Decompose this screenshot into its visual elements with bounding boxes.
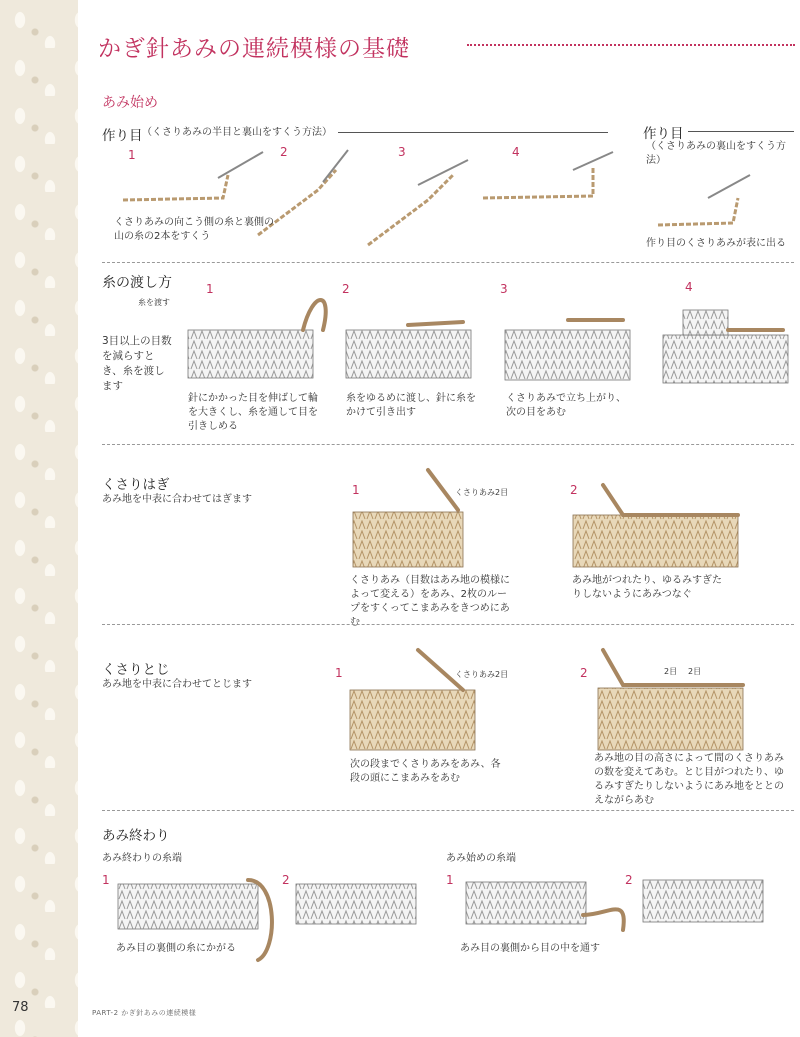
lace-border-decoration <box>0 0 78 1037</box>
foundation-illustration-4 <box>483 152 613 198</box>
chain-join-label: くさりあみ2目 <box>455 488 509 497</box>
foundation2-title: 作り目 <box>643 126 684 142</box>
carry-caption-3: くさりあみで立ち上がり、次の目をあむ <box>506 393 626 418</box>
footer-text: PART-2 かぎ針あみの連続模様 <box>92 1009 197 1017</box>
page-number: 78 <box>12 1000 29 1015</box>
carry-caption-1: 針にかかった目を伸ばして輪を大きくし、糸を通して目を引きしめる <box>188 393 318 432</box>
chain-bind-step-2: 2 <box>580 666 588 680</box>
chain-join-step-1: 1 <box>352 483 360 497</box>
carry-fabric-2 <box>346 330 471 378</box>
chain-bind-label-1: くさりあみ2目 <box>455 670 509 679</box>
end-tail-title: あみ終わりの糸端 <box>102 853 182 864</box>
end-tail-fabric-2 <box>296 884 416 924</box>
carry-step-3: 3 <box>500 282 508 296</box>
section-divider <box>102 624 794 625</box>
end-tail-fabric-1 <box>118 884 258 929</box>
chain-join-step-2: 2 <box>570 483 578 497</box>
carry-title: 糸の渡し方 <box>102 275 172 291</box>
chain-bind-title: くさりとじ <box>102 662 170 678</box>
join-fabric-2 <box>573 515 738 567</box>
illustrations-layer <box>78 0 800 1037</box>
section-heading-start: あみ始め <box>102 95 158 111</box>
chain-join-caption-2: あみ地がつれたり、ゆるみすぎたりしないようにあみつなぐ <box>572 575 722 600</box>
foundation-illustration-1 <box>123 152 263 200</box>
section-divider <box>102 444 794 445</box>
join-fabric-1 <box>353 512 463 567</box>
chain-bind-caption-2: あみ地の目の高さによって間のくさりあみの数を変えてあむ。とじ目がつれたり、ゆるみすぎたりしないようにあみ地をととのえながらあむ <box>594 753 784 806</box>
foundation-illustration-5 <box>658 175 750 225</box>
carry-fabric-1 <box>188 330 313 378</box>
start-tail-fabric-2 <box>643 880 763 922</box>
section-divider <box>102 810 794 811</box>
end-tail-step-2: 2 <box>282 873 290 887</box>
bind-fabric-2 <box>598 688 743 750</box>
carry-legend-label: 糸を渡す <box>138 298 170 307</box>
foundation1-subtitle: （くさりあみの半目と裏山をすくう方法） <box>142 127 332 138</box>
foundation1-step-3: 3 <box>398 145 406 159</box>
start-tail-fabric-1 <box>466 882 586 924</box>
chain-bind-label-2b: 2目 <box>688 667 702 676</box>
foundation1-step-2: 2 <box>280 145 288 159</box>
bind-fabric-1 <box>350 690 475 750</box>
carry-note: 3目以上の目数を減らすとき、糸を渡します <box>102 335 172 392</box>
end-tail-caption: あみ目の裏側の糸にかがる <box>116 943 236 954</box>
start-tail-step-2: 2 <box>625 873 633 887</box>
foundation-illustration-3 <box>368 160 468 245</box>
carry-step-1: 1 <box>206 282 214 296</box>
foundation1-title: 作り目 <box>102 128 143 144</box>
foundation1-caption: くさりあみの向こう側の糸と裏側の山の糸の2本をすくう <box>114 217 274 242</box>
section-divider <box>102 262 794 263</box>
chain-bind-caption-1: 次の段までくさりあみをあみ、各段の頭にこまあみをあむ <box>350 759 501 784</box>
end-tail-step-1: 1 <box>102 873 110 887</box>
chain-bind-label-2a: 2目 <box>664 667 678 676</box>
start-tail-title: あみ始めの糸端 <box>446 853 516 864</box>
carry-fabric-3 <box>505 330 630 380</box>
start-tail-caption: あみ目の裏側から目の中を通す <box>460 943 600 954</box>
chain-join-desc: あみ地を中表に合わせてはぎます <box>102 494 252 505</box>
chain-join-title: くさりはぎ <box>102 477 170 493</box>
foundation2-caption: 作り目のくさりあみが表に出る <box>646 238 786 249</box>
finish-title: あみ終わり <box>102 828 170 844</box>
carry-step-4: 4 <box>685 280 693 294</box>
carry-caption-2: 糸をゆるめに渡し、針に糸をかけて引き出す <box>346 393 476 418</box>
carry-fabric-4-top <box>683 310 728 335</box>
start-tail-step-1: 1 <box>446 873 454 887</box>
foundation1-step-1: 1 <box>128 148 136 162</box>
chain-bind-desc: あみ地を中表に合わせてとじます <box>102 679 252 690</box>
carry-fabric-4 <box>663 335 788 383</box>
chain-join-caption-1: くさりあみ（目数はあみ地の模様によって変える）をあみ、2枚のループをすくってこまあみをきつめにあむ <box>350 575 510 628</box>
chain-bind-step-1: 1 <box>335 666 343 680</box>
carry-step-2: 2 <box>342 282 350 296</box>
foundation1-step-4: 4 <box>512 145 520 159</box>
foundation2-subtitle: （くさりあみの裏山をすくう方法） <box>646 141 786 166</box>
page-title: かぎ針あみの連続模様の基礎 <box>98 36 410 62</box>
